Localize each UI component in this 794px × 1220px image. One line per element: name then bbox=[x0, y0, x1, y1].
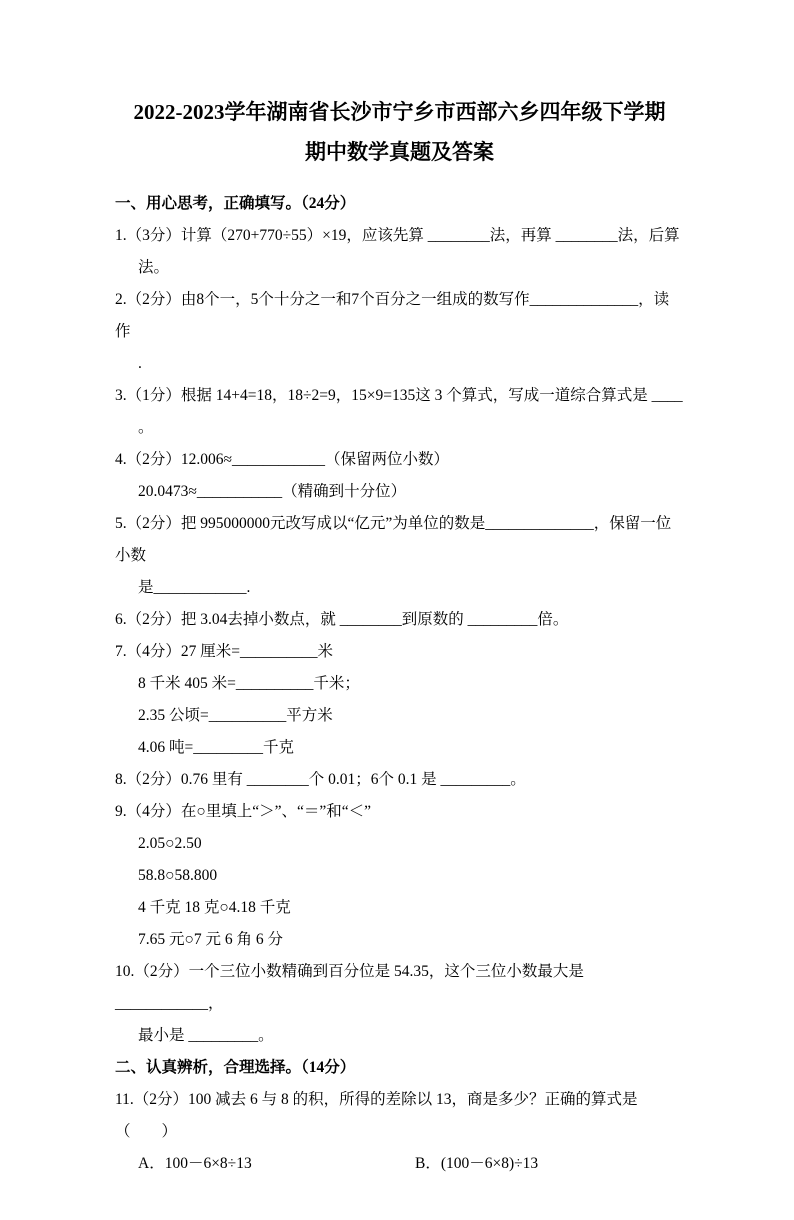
section-2-heading: 二、认真辨析，合理选择。（14分） bbox=[115, 1059, 356, 1076]
question-9-line-3: 58.8○58.800 bbox=[138, 867, 218, 884]
page-title bbox=[115, 92, 684, 172]
question-2 bbox=[115, 284, 684, 380]
question-2-line-1: 2.（2分）由8个一，5个十分之一和7个百分之一组成的数写作______________，读作 bbox=[115, 291, 670, 340]
question-3-line-2: 。 bbox=[138, 419, 154, 436]
question-11-option-a: A．100－6×8÷13 bbox=[138, 1155, 252, 1172]
title-line-1: 2022-2023学年湖南省长沙市宁乡市西部六乡四年级下学期 bbox=[133, 100, 666, 124]
question-11-line-1: 11.（2分）100 减去 6 与 8 的积，所得的差除以 13，商是多少？正确的算式是（ ） bbox=[115, 1091, 638, 1140]
question-7 bbox=[115, 636, 684, 764]
question-11-options bbox=[115, 1148, 684, 1180]
question-8-line-1: 8.（2分）0.76 里有 ________个 0.01；6个 0.1 是 _________。 bbox=[115, 771, 526, 788]
question-2-line-2: . bbox=[138, 355, 142, 372]
question-9 bbox=[115, 796, 684, 956]
question-1-line-1: 1.（3分）计算（270+770÷55）×19，应该先算 ________法，再算 ________法，后算 bbox=[115, 227, 680, 244]
question-9-line-1: 9.（4分）在○里填上“＞”、“＝”和“＜” bbox=[115, 803, 372, 820]
question-7-line-4: 4.06 吨=_________千克 bbox=[138, 739, 294, 756]
question-9-line-5: 7.65 元○7 元 6 角 6 分 bbox=[138, 931, 283, 948]
question-6 bbox=[115, 604, 684, 636]
question-4-line-2: 20.0473≈___________（精确到十分位） bbox=[138, 483, 407, 500]
question-10-line-2: 最小是 _________。 bbox=[138, 1027, 274, 1044]
title-line-2: 期中数学真题及答案 bbox=[305, 140, 494, 164]
question-5-line-1: 5.（2分）把 995000000元改写成以“亿元”为单位的数是______________，保留一位小数 bbox=[115, 515, 672, 564]
question-9-line-4: 4 千克 18 克○4.18 千克 bbox=[138, 899, 291, 916]
question-6-line-1: 6.（2分）把 3.04去掉小数点，就 ________到原数的 _________倍。 bbox=[115, 611, 569, 628]
question-4 bbox=[115, 444, 684, 508]
section-1-heading: 一、用心思考，正确填写。（24分） bbox=[115, 195, 356, 212]
question-7-line-1: 7.（4分）27 厘米=__________米 bbox=[115, 643, 333, 660]
question-1 bbox=[115, 220, 684, 284]
question-7-line-3: 2.35 公顷=__________平方米 bbox=[138, 707, 333, 724]
question-5 bbox=[115, 508, 684, 604]
question-7-line-2: 8 千米 405 米=__________千米； bbox=[138, 675, 360, 692]
question-11-option-b: B．(100－6×8)÷13 bbox=[415, 1155, 539, 1172]
question-1-line-2: 法。 bbox=[138, 259, 170, 276]
question-3 bbox=[115, 380, 684, 444]
question-3-line-1: 3.（1分）根据 14+4=18，18÷2=9，15×9=135这 3 个算式，写成一道综合算式是 ____ bbox=[115, 387, 683, 404]
question-11 bbox=[115, 1084, 684, 1180]
question-9-line-2: 2.05○2.50 bbox=[138, 835, 202, 852]
question-5-line-2: 是____________. bbox=[138, 579, 251, 596]
question-10-line-1: 10.（2分）一个三位小数精确到百分位是 54.35，这个三位小数最大是 ____________， bbox=[115, 963, 588, 1012]
question-8 bbox=[115, 764, 684, 796]
question-4-line-1: 4.（2分）12.006≈____________（保留两位小数） bbox=[115, 451, 450, 468]
question-10 bbox=[115, 956, 684, 1052]
